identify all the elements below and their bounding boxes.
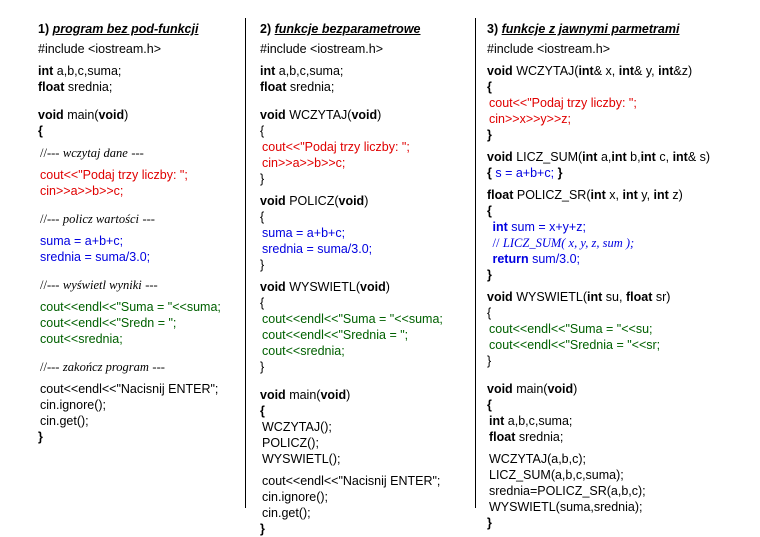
- licz-sum-body: { s = a+b+c; }: [487, 166, 563, 180]
- decl-int: int a,b,c,suma;: [260, 64, 344, 78]
- code-out-srednia: cout<<srednia;: [40, 332, 123, 346]
- decl-float: float srednia;: [489, 430, 564, 444]
- call-policz-sr: srednia=POLICZ_SR(a,b,c);: [489, 484, 646, 498]
- code-out-sredn: cout<<endl<<"Sredn = ";: [40, 316, 177, 330]
- column-title: 1) program bez pod-funkcji: [38, 22, 199, 36]
- brace-open: {: [487, 80, 492, 94]
- code-comment-licz: // LICZ_SUM( x, y, z, sum );: [492, 236, 635, 250]
- brace-open: {: [260, 404, 265, 418]
- decl-float: float srednia;: [38, 80, 113, 94]
- comment-zakoncz: //--- zakończ program ---: [40, 360, 165, 374]
- decl-float: float srednia;: [260, 80, 335, 94]
- code-get: cin.get();: [262, 506, 311, 520]
- licz-sum-signature: void LICZ_SUM(int a,int b,int c, int& s): [487, 150, 711, 164]
- decl-int: int a,b,c,suma;: [489, 414, 573, 428]
- code-out-srednia-label: cout<<endl<<"Srednia = ";: [262, 328, 409, 342]
- policz-signature: void POLICZ(void): [260, 194, 369, 208]
- column-title: 2) funkcje bezparametrowe: [260, 22, 421, 36]
- brace-close: }: [487, 516, 492, 530]
- code-enter: cout<<endl<<"Nacisnij ENTER";: [40, 382, 219, 396]
- wyswietl-signature: void WYSWIETL(void): [260, 280, 390, 294]
- brace-open: {: [260, 210, 265, 224]
- call-licz-sum: LICZ_SUM(a,b,c,suma);: [489, 468, 624, 482]
- code-out-suma: cout<<endl<<"Suma = "<<suma;: [40, 300, 221, 314]
- call-policz: POLICZ();: [262, 436, 319, 450]
- include-line: #include <iostream.h>: [487, 42, 610, 56]
- call-wczytaj: WCZYTAJ(a,b,c);: [489, 452, 586, 466]
- code-enter: cout<<endl<<"Nacisnij ENTER";: [262, 474, 441, 488]
- code-srednia: srednia = suma/3.0;: [262, 242, 373, 256]
- code-suma: suma = a+b+c;: [40, 234, 124, 248]
- main-signature: void main(void): [487, 382, 578, 396]
- comment-policz: //--- policz wartości ---: [40, 212, 155, 226]
- brace-open: {: [487, 306, 492, 320]
- include-line: #include <iostream.h>: [38, 42, 161, 56]
- brace-open: {: [260, 296, 265, 310]
- comment-wczytaj: //--- wczytaj dane ---: [40, 146, 144, 160]
- column-funkcje-bezparametrowe: [260, 22, 465, 537]
- policz-sr-signature: float POLICZ_SR(int x, int y, int z): [487, 188, 683, 202]
- column-title-text: program bez pod-funkcji: [52, 22, 199, 36]
- brace-close: }: [487, 354, 492, 368]
- brace-open: {: [38, 124, 43, 138]
- code-cout-prompt: cout<<"Podaj trzy liczby: ";: [262, 140, 410, 154]
- code-return: return sum/3.0;: [492, 252, 581, 266]
- code-out-suma: cout<<endl<<"Suma = "<<suma;: [262, 312, 443, 326]
- code-cin: cin>>a>>b>>c;: [40, 184, 124, 198]
- column-divider-2: [475, 18, 476, 508]
- brace-close: }: [487, 128, 492, 142]
- column-program-bez-podfunkcji: [38, 22, 238, 445]
- call-wyswietl: WYSWIETL(suma,srednia);: [489, 500, 643, 514]
- code-ignore: cin.ignore();: [262, 490, 328, 504]
- code-out-srednia: cout<<srednia;: [262, 344, 345, 358]
- call-wyswietl: WYSWIETL();: [262, 452, 341, 466]
- main-signature: void main(void): [38, 108, 129, 122]
- code-srednia: srednia = suma/3.0;: [40, 250, 151, 264]
- wczytaj-signature: void WCZYTAJ(void): [260, 108, 382, 122]
- code-cin: cin>>x>>y>>z;: [489, 112, 572, 126]
- column-divider-1: [245, 18, 246, 508]
- code-out-srednia: cout<<endl<<"Srednia = "<<sr;: [489, 338, 661, 352]
- include-line: #include <iostream.h>: [260, 42, 383, 56]
- decl-int: int a,b,c,suma;: [38, 64, 122, 78]
- wyswietl-signature: void WYSWIETL(int su, float sr): [487, 290, 671, 304]
- code-suma: suma = a+b+c;: [262, 226, 346, 240]
- brace-open: {: [487, 204, 492, 218]
- call-wczytaj: WCZYTAJ();: [262, 420, 332, 434]
- column-funkcje-z-parametrami: [487, 22, 727, 531]
- brace-open: {: [260, 124, 265, 138]
- code-out-suma: cout<<endl<<"Suma = "<<su;: [489, 322, 653, 336]
- brace-open: {: [487, 398, 492, 412]
- code-cout-prompt: cout<<"Podaj trzy liczby: ";: [489, 96, 637, 110]
- code-get: cin.get();: [40, 414, 89, 428]
- brace-close: }: [260, 258, 265, 272]
- brace-close: }: [260, 360, 265, 374]
- brace-close: }: [260, 522, 265, 536]
- brace-close: }: [260, 172, 265, 186]
- comment-wyswietl: //--- wyświetl wyniki ---: [40, 278, 158, 292]
- code-cout-prompt: cout<<"Podaj trzy liczby: ";: [40, 168, 188, 182]
- main-signature: void main(void): [260, 388, 351, 402]
- column-title-text: funkcje z jawnymi parmetrami: [501, 22, 680, 36]
- brace-close: }: [487, 268, 492, 282]
- code-sum: int sum = x+y+z;: [492, 220, 586, 234]
- column-title-text: funkcje bezparametrowe: [274, 22, 421, 36]
- code-cin: cin>>a>>b>>c;: [262, 156, 346, 170]
- column-title: 3) funkcje z jawnymi parmetrami: [487, 22, 680, 36]
- wczytaj-signature: void WCZYTAJ(int& x, int& y, int&z): [487, 64, 693, 78]
- brace-close: }: [38, 430, 43, 444]
- code-ignore: cin.ignore();: [40, 398, 106, 412]
